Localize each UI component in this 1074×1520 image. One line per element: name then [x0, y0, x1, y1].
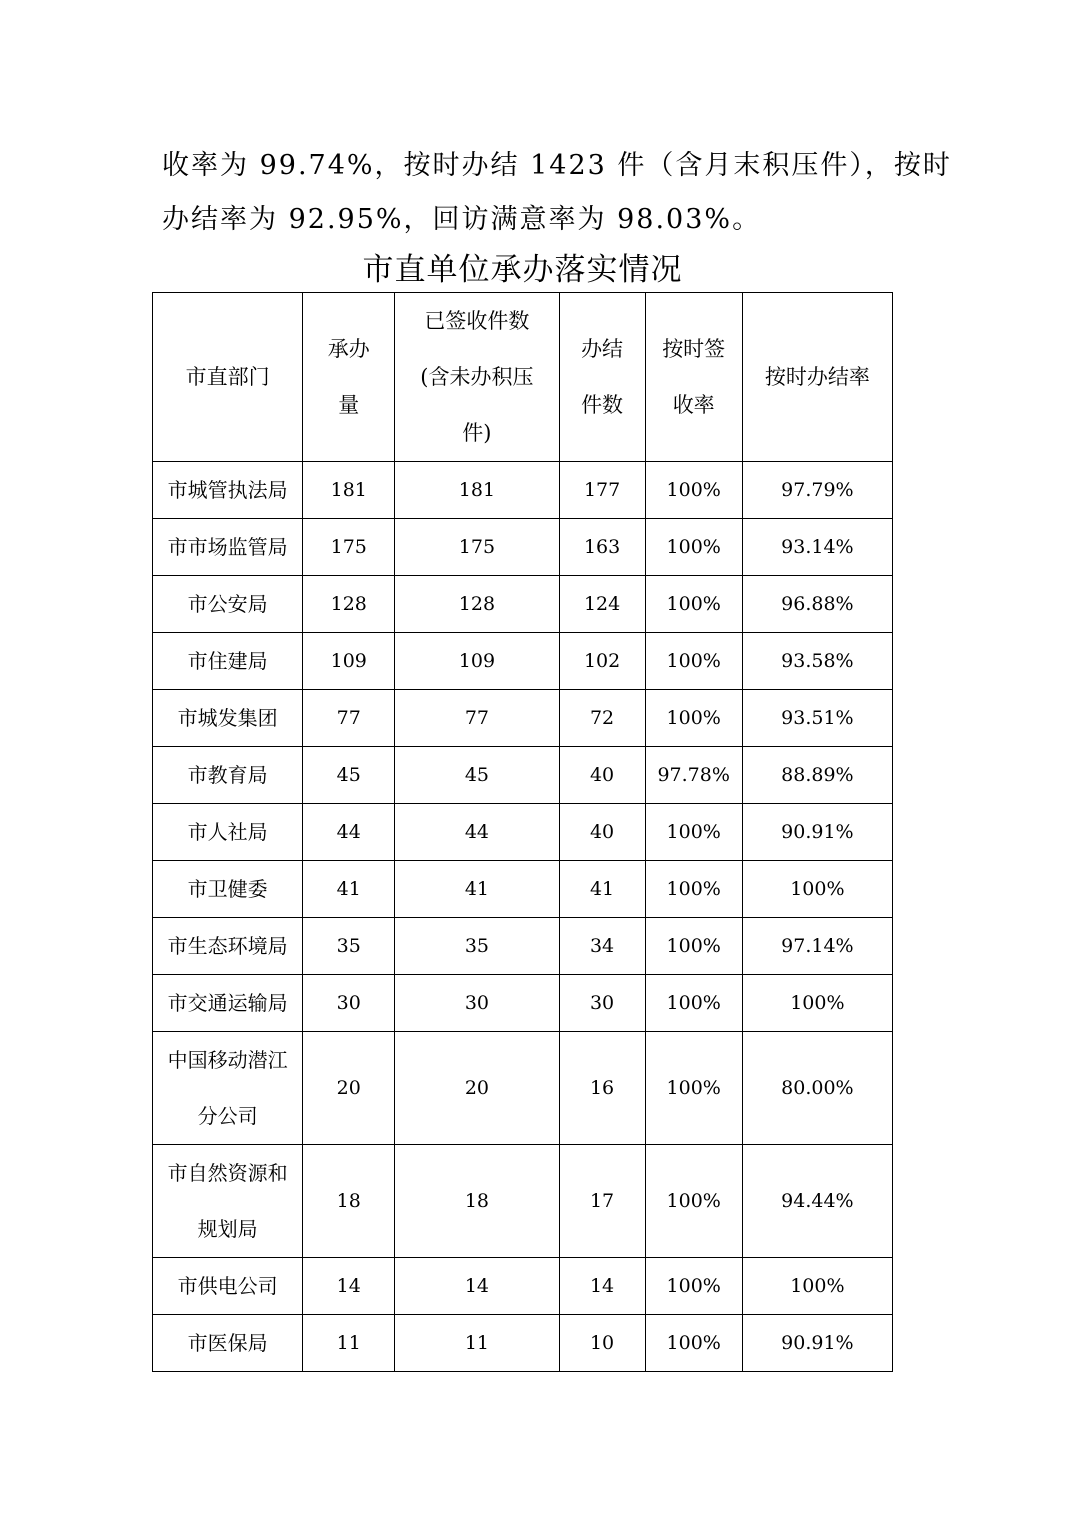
cell-load: 128: [303, 576, 395, 633]
cell-signed: 45: [395, 747, 559, 804]
cell-load: 18: [303, 1145, 395, 1258]
header-sign-rate-text: 按时签 收率: [662, 337, 726, 417]
cell-done: 14: [559, 1258, 645, 1315]
cell-load: 109: [303, 633, 395, 690]
cell-sign-rate: 100%: [645, 633, 742, 690]
cell-signed: 35: [395, 918, 559, 975]
cell-signed: 41: [395, 861, 559, 918]
header-dept-text: 市直部门: [185, 365, 270, 389]
cell-done: 40: [559, 804, 645, 861]
cell-signed: 109: [395, 633, 559, 690]
table-row: [153, 519, 893, 576]
table-row: [153, 462, 893, 519]
cell-done-rate: 90.91%: [742, 804, 892, 861]
cell-done-rate: 88.89%: [742, 747, 892, 804]
paragraph-line-2: 办结率为 92.95%，回访满意率为 98.03%。: [162, 204, 762, 235]
cell-dept: 市医保局: [153, 1315, 303, 1372]
cell-dept: 市教育局: [153, 747, 303, 804]
table-row: [153, 1315, 893, 1372]
cell-done: 41: [559, 861, 645, 918]
cell-signed: 18: [395, 1145, 559, 1258]
table-row: [153, 690, 893, 747]
cell-done-rate: 96.88%: [742, 576, 892, 633]
cell-sign-rate: 100%: [645, 1315, 742, 1372]
cell-dept: 市卫健委: [153, 861, 303, 918]
cell-sign-rate: 100%: [645, 519, 742, 576]
cell-dept: 市交通运输局: [153, 975, 303, 1032]
cell-load: 181: [303, 462, 395, 519]
cell-sign-rate: 100%: [645, 1145, 742, 1258]
cell-dept-line-1: 中国移动潜江: [167, 1048, 288, 1072]
cell-signed: 14: [395, 1258, 559, 1315]
cell-done: 17: [559, 1145, 645, 1258]
report-table: [152, 292, 893, 1372]
cell-dept: [153, 1145, 303, 1258]
cell-dept: 市城发集团: [153, 690, 303, 747]
cell-done: 10: [559, 1315, 645, 1372]
cell-sign-rate: 100%: [645, 861, 742, 918]
table-row: [153, 1032, 893, 1145]
cell-dept-line-2: 规划局: [197, 1217, 258, 1241]
cell-done: 163: [559, 519, 645, 576]
header-done-rate: [742, 293, 892, 462]
cell-sign-rate: 100%: [645, 918, 742, 975]
cell-signed: 175: [395, 519, 559, 576]
cell-done-rate: 97.14%: [742, 918, 892, 975]
cell-load: 45: [303, 747, 395, 804]
cell-signed: 44: [395, 804, 559, 861]
cell-load: 11: [303, 1315, 395, 1372]
header-done-text: 办结 件数: [581, 337, 624, 417]
cell-dept: 市供电公司: [153, 1258, 303, 1315]
table-row: [153, 918, 893, 975]
cell-load: 175: [303, 519, 395, 576]
cell-dept-line-1: 市自然资源和: [167, 1161, 288, 1185]
cell-done-rate: 93.58%: [742, 633, 892, 690]
cell-dept-line-2: 分公司: [197, 1104, 258, 1128]
header-done-rate-text: 按时办结率: [764, 365, 870, 389]
cell-load: 35: [303, 918, 395, 975]
cell-done: 177: [559, 462, 645, 519]
cell-done-rate: 94.44%: [742, 1145, 892, 1258]
cell-done: 72: [559, 690, 645, 747]
cell-done-rate: 93.51%: [742, 690, 892, 747]
table-row: [153, 747, 893, 804]
cell-signed: 181: [395, 462, 559, 519]
table-row: [153, 633, 893, 690]
cell-signed: 128: [395, 576, 559, 633]
cell-done-rate: 100%: [742, 861, 892, 918]
cell-sign-rate: 100%: [645, 462, 742, 519]
cell-sign-rate: 97.78%: [645, 747, 742, 804]
cell-signed: 20: [395, 1032, 559, 1145]
table-row: [153, 1145, 893, 1258]
table-row: [153, 576, 893, 633]
header-load: [303, 293, 395, 462]
cell-dept: 市生态环境局: [153, 918, 303, 975]
table-row: [153, 1258, 893, 1315]
cell-done-rate: 80.00%: [742, 1032, 892, 1145]
cell-dept: 市城管执法局: [153, 462, 303, 519]
cell-load: 20: [303, 1032, 395, 1145]
paragraph-line-1: 收率为 99.74%，按时办结 1423 件（含月末积压件），按时: [162, 150, 952, 181]
cell-signed: 77: [395, 690, 559, 747]
cell-done: 34: [559, 918, 645, 975]
cell-signed: 11: [395, 1315, 559, 1372]
cell-sign-rate: 100%: [645, 576, 742, 633]
header-dept: [153, 293, 303, 462]
cell-dept: 市公安局: [153, 576, 303, 633]
cell-load: 14: [303, 1258, 395, 1315]
cell-sign-rate: 100%: [645, 1032, 742, 1145]
cell-signed: 30: [395, 975, 559, 1032]
cell-sign-rate: 100%: [645, 690, 742, 747]
cell-dept: 市人社局: [153, 804, 303, 861]
cell-load: 77: [303, 690, 395, 747]
table-row: [153, 804, 893, 861]
header-load-text: 承办 量: [327, 337, 370, 417]
cell-sign-rate: 100%: [645, 975, 742, 1032]
header-sign-rate: [645, 293, 742, 462]
cell-dept: [153, 1032, 303, 1145]
cell-done: 124: [559, 576, 645, 633]
cell-done: 16: [559, 1032, 645, 1145]
header-signed: [395, 293, 559, 462]
cell-done: 40: [559, 747, 645, 804]
cell-sign-rate: 100%: [645, 804, 742, 861]
cell-done-rate: 100%: [742, 975, 892, 1032]
cell-done-rate: 97.79%: [742, 462, 892, 519]
cell-done: 102: [559, 633, 645, 690]
cell-load: 41: [303, 861, 395, 918]
header-done: [559, 293, 645, 462]
header-signed-text: 已签收件数 (含未办积压 件): [420, 309, 534, 445]
cell-done: 30: [559, 975, 645, 1032]
cell-done-rate: 100%: [742, 1258, 892, 1315]
cell-load: 30: [303, 975, 395, 1032]
table-title: 市直单位承办落实情况: [362, 252, 683, 288]
cell-done-rate: 90.91%: [742, 1315, 892, 1372]
table-row: [153, 861, 893, 918]
cell-dept: 市住建局: [153, 633, 303, 690]
cell-done-rate: 93.14%: [742, 519, 892, 576]
table-row: [153, 975, 893, 1032]
cell-dept: 市市场监管局: [153, 519, 303, 576]
cell-load: 44: [303, 804, 395, 861]
table-header-row: [153, 293, 893, 462]
cell-sign-rate: 100%: [645, 1258, 742, 1315]
